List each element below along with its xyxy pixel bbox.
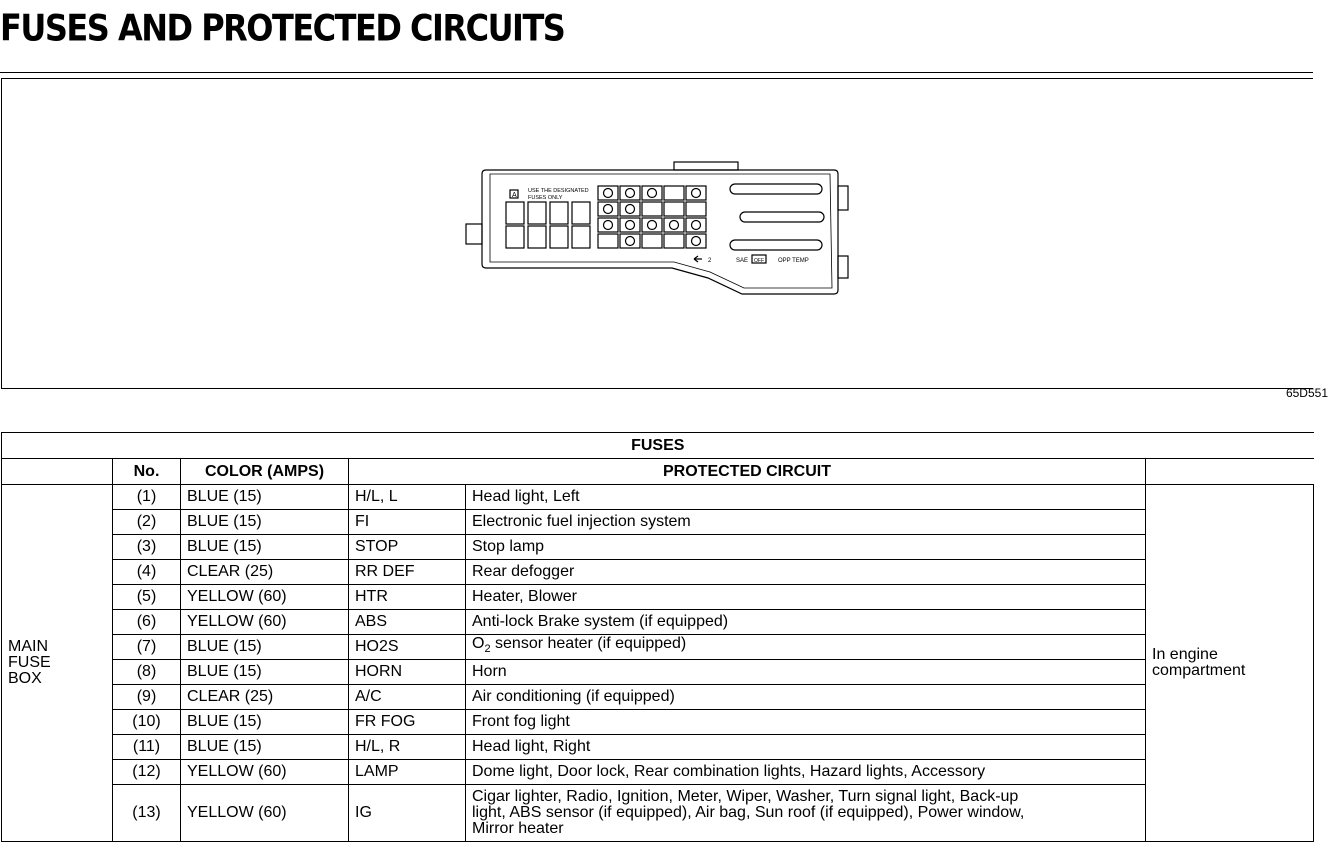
table-banner: FUSES bbox=[2, 433, 1314, 459]
desc-rest: sensor heater (if equipped) bbox=[490, 635, 687, 653]
desc-line: Mirror heater bbox=[472, 820, 564, 837]
table-row bbox=[2, 510, 1314, 535]
fuse-no: (13) bbox=[113, 785, 181, 842]
fuses-table bbox=[1, 432, 1314, 842]
fuse-no: (9) bbox=[113, 685, 181, 710]
fuse-desc: Rear defogger bbox=[466, 560, 1146, 585]
fuse-color: YELLOW (60) bbox=[181, 585, 349, 610]
fuse-color: BLUE (15) bbox=[181, 735, 349, 760]
table-row bbox=[2, 560, 1314, 585]
fuse-box-diagram bbox=[462, 158, 862, 303]
desc-line: light, ABS sensor (if equipped), Air bag, Sun roof (if equipped), Power window, bbox=[472, 804, 1025, 821]
fuse-desc: Heater, Blower bbox=[466, 585, 1146, 610]
fuse-desc: Dome light, Door lock, Rear combination lights, Hazard lights, Accessory bbox=[466, 760, 1146, 785]
header-no: No. bbox=[113, 459, 181, 485]
main-fuse-box-label bbox=[2, 485, 113, 842]
fuse-no: (2) bbox=[113, 510, 181, 535]
diagram-arrow-label: 2 bbox=[708, 258, 712, 264]
fuse-color: BLUE (15) bbox=[181, 710, 349, 735]
fuse-color: BLUE (15) bbox=[181, 535, 349, 560]
diagram-caption-1: USE THE DESIGNATED bbox=[528, 188, 589, 194]
fuse-color: BLUE (15) bbox=[181, 510, 349, 535]
fuse-desc: Head light, Left bbox=[466, 485, 1146, 510]
fuse-color: CLEAR (25) bbox=[181, 685, 349, 710]
table-row bbox=[2, 610, 1314, 635]
location-line: compartment bbox=[1152, 662, 1246, 679]
fuse-no: (4) bbox=[113, 560, 181, 585]
desc-prefix: O bbox=[472, 635, 485, 653]
location-line: In engine bbox=[1152, 646, 1218, 663]
table-row bbox=[2, 535, 1314, 560]
header-blank bbox=[2, 459, 113, 485]
fuse-no: (6) bbox=[113, 610, 181, 635]
fuse-code: HO2S bbox=[349, 635, 466, 660]
header-location bbox=[1146, 459, 1314, 485]
fuse-color: BLUE (15) bbox=[181, 660, 349, 685]
header-circuit: PROTECTED CIRCUIT bbox=[349, 459, 1146, 485]
fuse-no: (11) bbox=[113, 735, 181, 760]
fuse-color: YELLOW (60) bbox=[181, 610, 349, 635]
fuse-no: (10) bbox=[113, 710, 181, 735]
fuse-code: ABS bbox=[349, 610, 466, 635]
fuse-code: STOP bbox=[349, 535, 466, 560]
fuse-color: BLUE (15) bbox=[181, 635, 349, 660]
fuse-color: YELLOW (60) bbox=[181, 760, 349, 785]
fuse-code: LAMP bbox=[349, 760, 466, 785]
fuse-color: YELLOW (60) bbox=[181, 785, 349, 842]
table-row bbox=[2, 785, 1314, 842]
title-rule bbox=[0, 72, 1313, 73]
diagram-caption-2: FUSES ONLY bbox=[528, 195, 563, 201]
group-label-line: BOX bbox=[8, 670, 42, 687]
fuse-no: (1) bbox=[113, 485, 181, 510]
fuse-desc: Front fog light bbox=[466, 710, 1146, 735]
fuse-desc: Stop lamp bbox=[466, 535, 1146, 560]
diagram-bottom-label-3: OPP TEMP bbox=[778, 258, 809, 264]
fuse-code: H/L, L bbox=[349, 485, 466, 510]
desc-subscript: 2 bbox=[484, 643, 491, 656]
diagram-bottom-label-2: OFF bbox=[754, 258, 764, 264]
fuse-desc: Air conditioning (if equipped) bbox=[466, 685, 1146, 710]
fuse-code: FR FOG bbox=[349, 710, 466, 735]
table-row bbox=[2, 485, 1314, 510]
fuse-code: RR DEF bbox=[349, 560, 466, 585]
group-label-line: MAIN bbox=[8, 638, 48, 655]
fuse-no: (3) bbox=[113, 535, 181, 560]
fuse-code: H/L, R bbox=[349, 735, 466, 760]
header-color: COLOR (AMPS) bbox=[181, 459, 349, 485]
group-label-line: FUSE bbox=[8, 654, 51, 671]
diagram-bottom-label-1: SAE bbox=[736, 258, 749, 264]
fuse-no: (12) bbox=[113, 760, 181, 785]
table-row bbox=[2, 585, 1314, 610]
fuse-desc: Horn bbox=[466, 660, 1146, 685]
fuse-code: HTR bbox=[349, 585, 466, 610]
fuse-no: (8) bbox=[113, 660, 181, 685]
table-row bbox=[2, 710, 1314, 735]
fuse-code: HORN bbox=[349, 660, 466, 685]
fuse-color: CLEAR (25) bbox=[181, 560, 349, 585]
table-row bbox=[2, 685, 1314, 710]
table-row bbox=[2, 635, 1314, 660]
table-row bbox=[2, 660, 1314, 685]
fuse-code: IG bbox=[349, 785, 466, 842]
fuse-desc: Head light, Right bbox=[466, 735, 1146, 760]
fuse-color: BLUE (15) bbox=[181, 485, 349, 510]
figure-code: 65D551 bbox=[1285, 386, 1328, 400]
location-cell bbox=[1146, 485, 1314, 842]
fuse-no: (7) bbox=[113, 635, 181, 660]
fuse-desc bbox=[466, 635, 1146, 660]
fuse-no: (5) bbox=[113, 585, 181, 610]
page-title: FUSES AND PROTECTED CIRCUITS bbox=[0, 6, 565, 50]
fuse-desc: Anti-lock Brake system (if equipped) bbox=[466, 610, 1146, 635]
table-row bbox=[2, 760, 1314, 785]
fuse-desc bbox=[466, 785, 1146, 842]
fuse-code: A/C bbox=[349, 685, 466, 710]
table-row bbox=[2, 735, 1314, 760]
diagram-label-a: A bbox=[512, 192, 517, 199]
fuse-code: FI bbox=[349, 510, 466, 535]
fuse-desc: Electronic fuel injection system bbox=[466, 510, 1146, 535]
desc-line: Cigar lighter, Radio, Ignition, Meter, Wiper, Washer, Turn signal light, Back-up bbox=[472, 788, 1019, 805]
